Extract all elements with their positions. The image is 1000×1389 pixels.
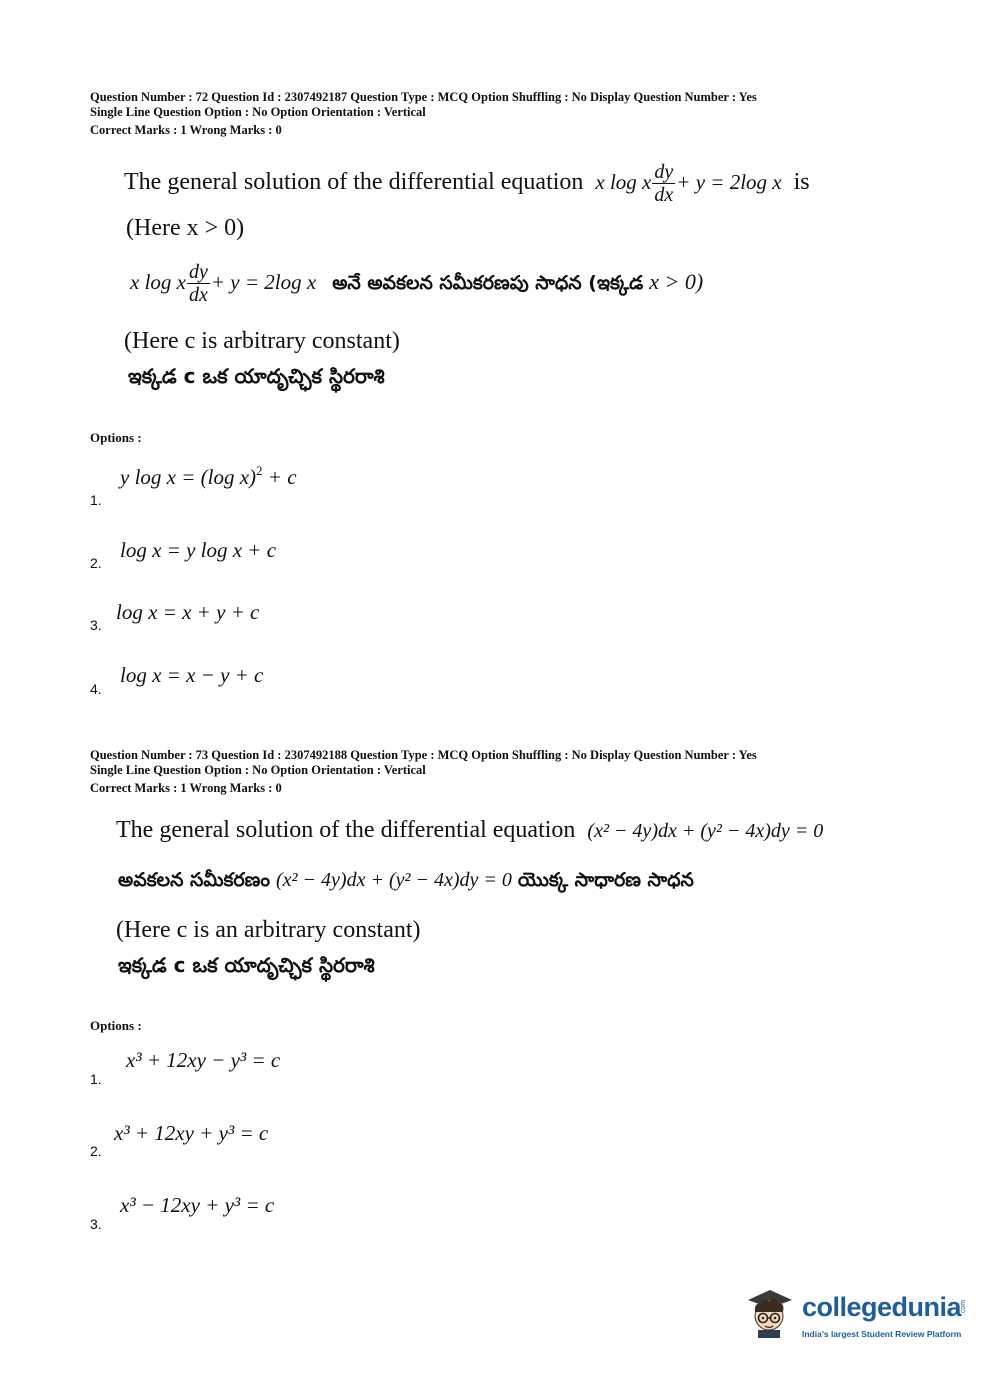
- q72-te-eq-post: + y = 2log x: [210, 270, 317, 295]
- q72-te-text: అనే అవకలన సమీకరణపు సాధన (ఇక్కడ: [332, 272, 644, 295]
- q73-telugu-const: ఇక్కడ c ఒక యాదృచ్ఛిక స్థిరరాశి: [118, 953, 375, 977]
- q72-te-frac-den: dx: [188, 284, 208, 306]
- q73-te-eq: (x² − 4y)dx + (y² − 4x)dy = 0: [276, 869, 512, 891]
- q72-stem-eq-post: + y = 2log x: [676, 170, 782, 195]
- q72-meta: [90, 90, 950, 120]
- q73-option-2-expr: x³ + 12xy + y³ = c: [114, 1121, 269, 1145]
- q72-stem: [124, 162, 810, 205]
- q73-const-note: (Here c is an arbitrary constant): [116, 917, 421, 943]
- q72-option-3-number: 3.: [90, 617, 102, 633]
- q72-stem-eq-pre: x log x: [595, 170, 652, 195]
- q72-stem-text: The general solution of the differential equation: [124, 169, 584, 196]
- q73-options-label: Options :: [90, 1018, 142, 1033]
- q73-meta: [90, 748, 950, 778]
- q73-option-3-number: 3.: [90, 1216, 102, 1232]
- q72-telugu-stem: [130, 262, 703, 305]
- q72-meta-line1: Question Number : 72 Question Id : 2307492187 Question Type : MCQ Option Shuffling : No Display Question Number : Yes: [90, 90, 757, 104]
- logo-name: collegedunia: [802, 1292, 962, 1322]
- q72-te-eq-pre: x log x: [130, 270, 186, 295]
- graduate-mascot-icon: [740, 1282, 798, 1340]
- q72-option-3-expr: log x = x + y + c: [116, 600, 260, 624]
- q72-meta-line2: Single Line Question Option : No Option Orientation : Vertical: [90, 105, 426, 119]
- q72-option-4-number: 4.: [90, 681, 102, 697]
- q72-te-frac-num: dy: [188, 261, 208, 283]
- q72-option-1-sup: 2: [256, 463, 263, 478]
- q72-option-1-expr: [120, 463, 297, 490]
- q72-option-1-number: 1.: [90, 492, 102, 508]
- q72-option-1-expr-a: y log x = (log x): [120, 465, 257, 489]
- q73-option-1-number: 1.: [90, 1071, 102, 1087]
- q72-options-label: Options :: [90, 430, 142, 445]
- q72-stem-is: is: [793, 169, 810, 196]
- q72-here-note: (Here x > 0): [126, 215, 245, 241]
- q73-meta-line2: Single Line Question Option : No Option Orientation : Vertical: [90, 763, 426, 777]
- q73-option-3-expr: x³ − 12xy + y³ = c: [120, 1193, 275, 1217]
- q72-stem-frac-den: dx: [654, 184, 674, 206]
- collegedunia-logo[interactable]: [740, 1282, 970, 1352]
- q73-stem: [116, 817, 823, 844]
- q72-stem-fraction: [652, 162, 675, 205]
- q73-te-post: యొక్క సాధారణ సాధన: [517, 869, 694, 891]
- q73-stem-text: The general solution of the differential equation: [116, 817, 576, 843]
- q72-option-2-expr: log x = y log x + c: [120, 538, 277, 562]
- q73-stem-eq: (x² − 4y)dx + (y² − 4x)dy = 0: [587, 820, 824, 842]
- q72-option-2-number: 2.: [90, 555, 102, 571]
- logo-tagline: India's largest Student Review Platform: [802, 1329, 962, 1339]
- q73-option-1-expr: x³ + 12xy − y³ = c: [126, 1048, 281, 1072]
- q72-const-note: (Here c is arbitrary constant): [124, 328, 400, 354]
- q73-telugu-stem: [118, 866, 694, 896]
- q72-te-fraction: [187, 262, 210, 305]
- q73-marks: Correct Marks : 1 Wrong Marks : 0: [90, 781, 282, 795]
- logo-com: .com: [960, 1299, 968, 1316]
- q72-option-1-expr-b: + c: [262, 465, 297, 489]
- q72-te-cond: x > 0): [649, 269, 704, 295]
- q73-option-2-number: 2.: [90, 1143, 102, 1159]
- q72-stem-frac-num: dy: [654, 161, 674, 183]
- q73-meta-line1: Question Number : 73 Question Id : 2307492188 Question Type : MCQ Option Shuffling : No Display Question Number : Yes: [90, 748, 757, 762]
- q72-telugu-const: ఇక్కడ c ఒక యాదృచ్ఛిక స్థిరరాశి: [128, 364, 385, 388]
- q72-option-4-expr: log x = x − y + c: [120, 663, 264, 687]
- q73-te-pre: అవకలన సమీకరణం: [118, 869, 271, 891]
- q72-marks: Correct Marks : 1 Wrong Marks : 0: [90, 123, 282, 137]
